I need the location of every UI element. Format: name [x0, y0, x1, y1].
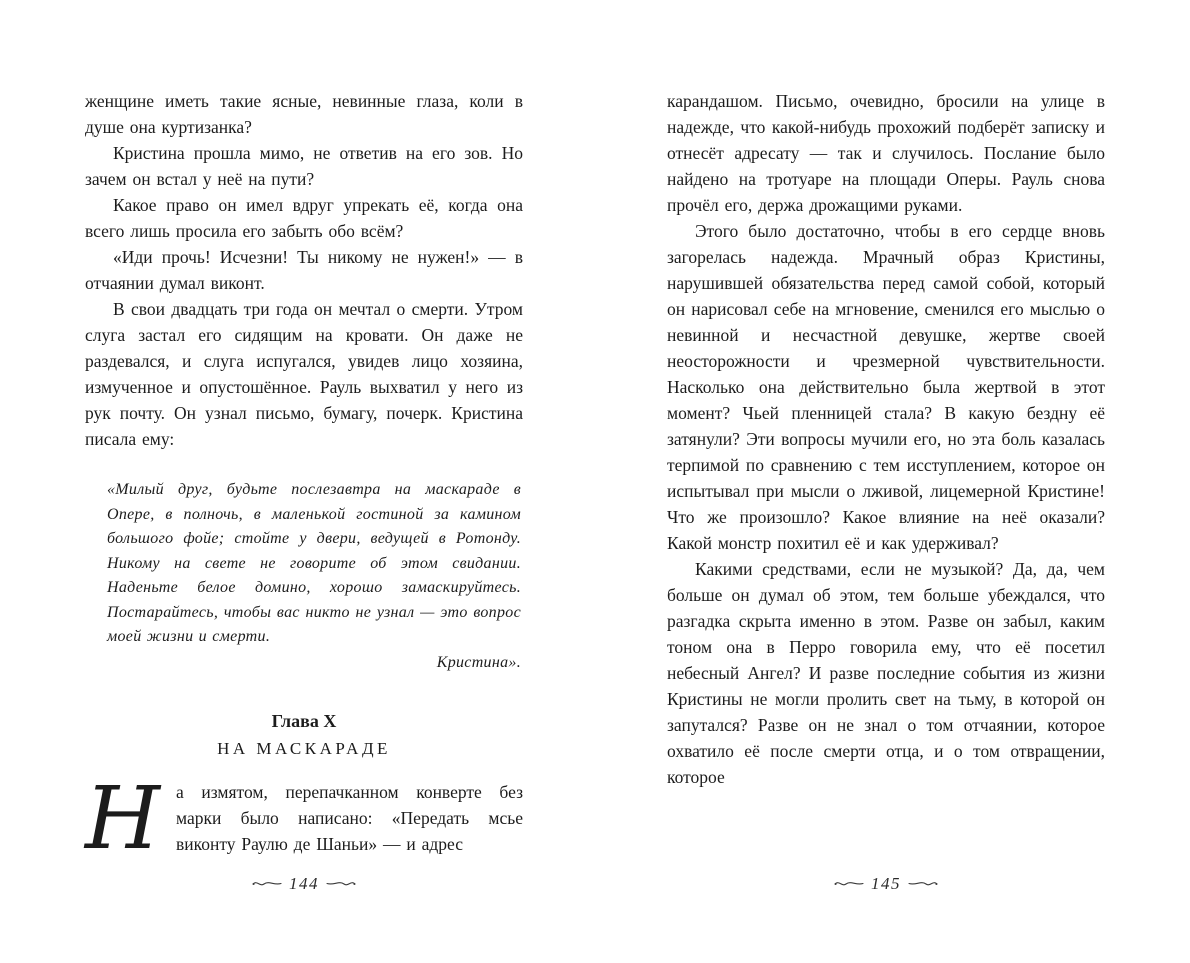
letter-text: «Милый друг, будьте послезавтра на маскараде в Опере, в полночь, в маленькой гостиной за камином большого фойе; стойте у двери, ведущей в Ротонду. Никому на свете не говорите об этом свидании. Наденьте белое домино, хорошо замаскируйтесь. Постарайтесь, чтобы вас никто не узнал — это вопрос моей жизни и смерти. — [107, 481, 521, 645]
page-left — [85, 88, 523, 908]
paragraph: Какими средствами, если не музыкой? Да, да, чем больше он думал об этом, тем больше убеждался, что разгадка скрыта именно в этом. Разве он забыл, каким тоном она в Перро говорила ему, что её посетил небесный Ангел? И разве последние события из жизни Кристины не могли пролить свет на тьму, в которой он запутался? Разве он не знал о том отчаянии, которое охватило её после смерти отца, и о том отвращении, которое — [667, 559, 1105, 787]
paragraph: женщине иметь такие ясные, невинные глаза, коли в душе она куртизанка? — [85, 91, 523, 137]
letter-block — [107, 478, 521, 675]
page-footer-left — [85, 874, 523, 894]
flourish-icon — [326, 879, 356, 889]
flourish-icon — [908, 879, 938, 889]
opening-paragraph — [85, 769, 523, 869]
page-right — [667, 88, 1105, 908]
paragraph: Кристина прошла мимо, не ответив на его зов. Но зачем он встал у неё на пути? — [85, 143, 523, 189]
flourish-icon — [834, 879, 864, 889]
chapter-label: Глава X — [271, 711, 337, 731]
page-footer-right — [667, 874, 1105, 894]
paragraph: Какое право он имел вдруг упрекать её, когда она всего лишь просила его забыть обо всём? — [85, 195, 523, 241]
page-number: 145 — [871, 874, 901, 893]
paragraph: «Иди прочь! Исчезни! Ты никому не нужен!» — в отчаянии думал виконт. — [85, 247, 523, 293]
paragraph: карандашом. Письмо, очевидно, бросили на улице в надежде, что какой-нибудь прохожий подберёт записку и отнесёт адресату — так и случилось. Послание было найдено на тротуаре на площади Оперы. Рауль снова прочёл его, держа дрожащими руками. — [667, 91, 1105, 215]
chapter-heading — [85, 711, 523, 759]
paragraph: В свои двадцать три года он мечтал о смерти. Утром слуга застал его сидящим на кровати. Он даже не раздевался, и слуга испугался, увидев лицо хозяина, измученное и опустошённое. Рауль выхватил у него из рук почту. Он узнал письмо, бумагу, почерк. Кристина писала ему: — [85, 299, 523, 449]
paragraph: Этого было достаточно, чтобы в его сердце вновь загорелась надежда. Мрачный образ Кристины, нарушившей обязательства перед самой собой, который он нарисовал себе на мгновение, сменился его мыслью о невинной и несчастной девушке, жертве своей неосторожности и чрезмерной чувствительности. Насколько она действительно была жертвой в этот момент? Чьей пленницей стала? В какую бездну её затянули? Эти вопросы мучили его, но эта боль казалась терпимой по сравнению с тем исступлением, которое он испытывал при мысли о лживой, лицемерной Кристине! Что же произошло? Какое влияние на неё оказали? Какой монстр похитил её и как удерживал? — [667, 221, 1105, 553]
page-number: 144 — [289, 874, 319, 893]
flourish-icon — [252, 879, 282, 889]
drop-cap: Н — [85, 769, 160, 869]
opening-text: а измятом, перепачканном конверте без марки было написано: «Передать мсье виконту Раулю де Шаньи» — и адрес — [176, 782, 523, 854]
chapter-title: НА МАСКАРАДЕ — [217, 739, 391, 758]
letter-signature: Кристина». — [436, 653, 521, 671]
